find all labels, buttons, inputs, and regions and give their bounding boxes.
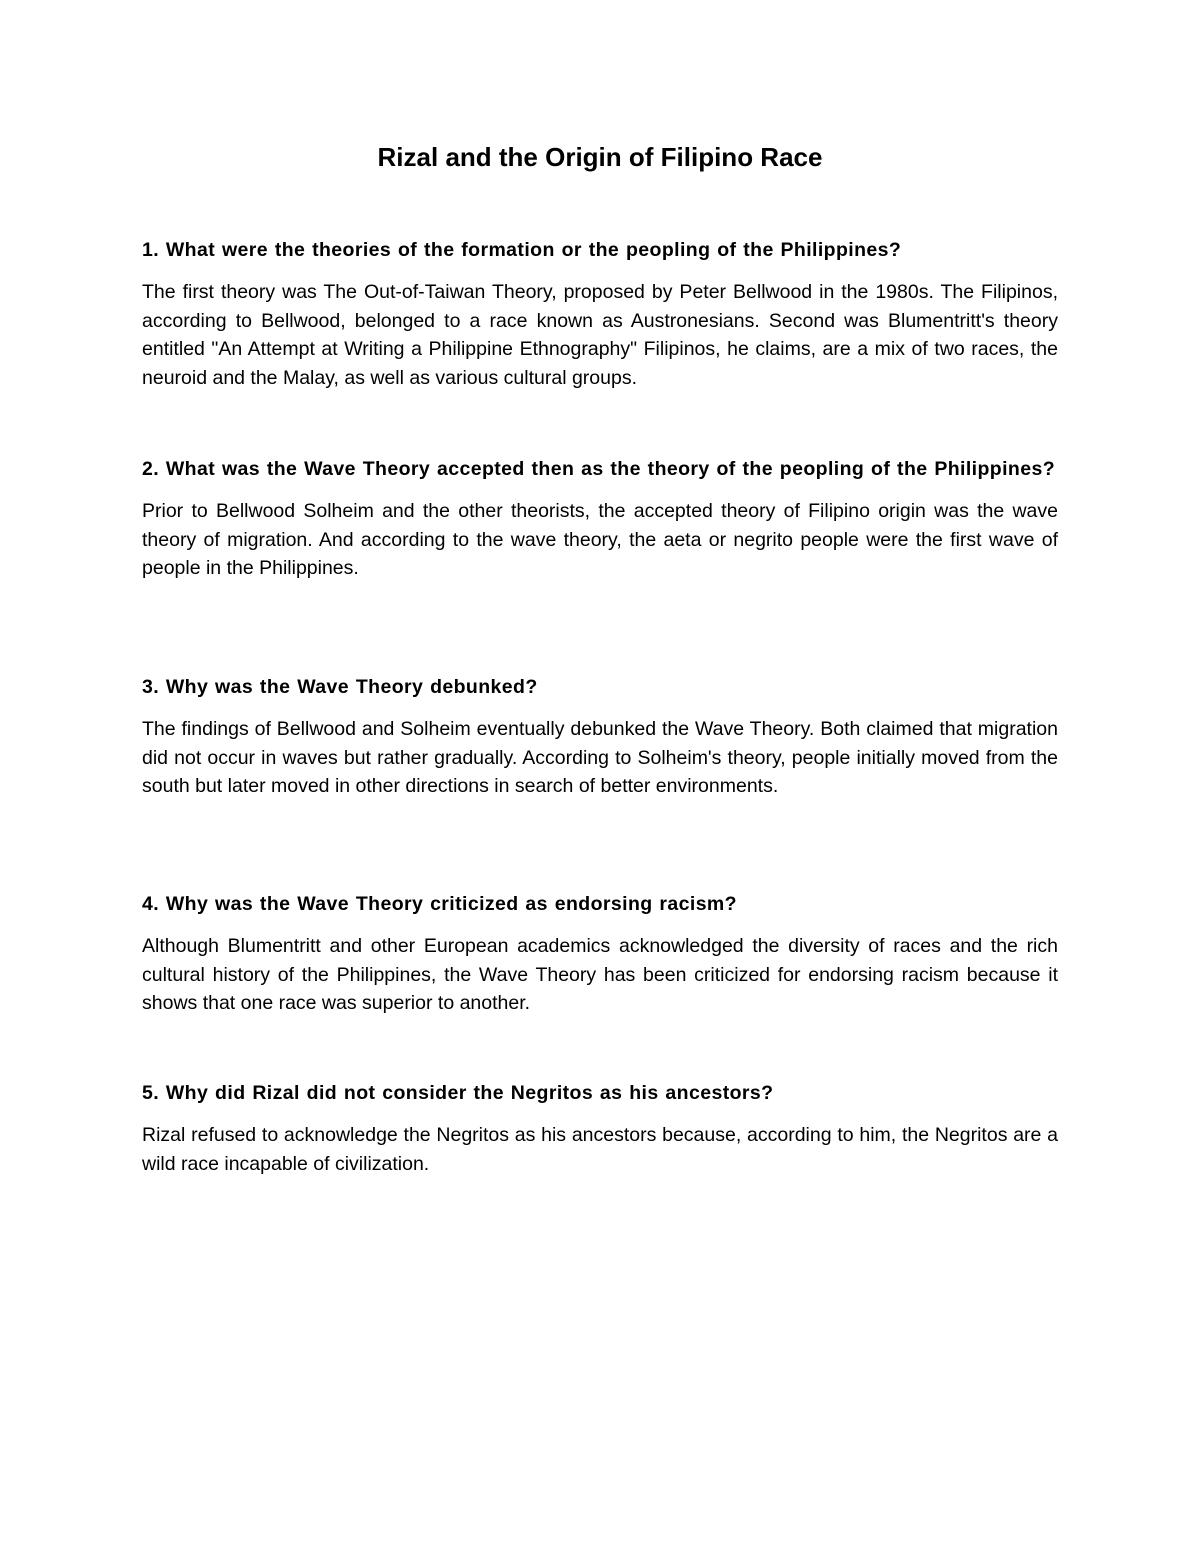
answer-paragraph: Although Blumentritt and other European academics acknowledged the diversity of races and the rich cultural history of the Philippines, the Wave Theory has been criticized for endorsing racism because it shows that one race was superior to another. [142, 935, 1058, 1014]
question-heading: 5. Why did Rizal did not consider the Negritos as his ancestors? [142, 1082, 774, 1104]
question-heading: 1. What were the theories of the formation or the peopling of the Philippines? [142, 239, 902, 261]
qa-item [142, 673, 1058, 801]
question-heading: 3. Why was the Wave Theory debunked? [142, 676, 538, 698]
qa-item [142, 1079, 1058, 1178]
qa-item [142, 455, 1058, 583]
answer-paragraph: Rizal refused to acknowledge the Negritos as his ancestors because, according to him, the Negritos are a wild race incapable of civilization. [142, 1124, 1058, 1175]
document-title: Rizal and the Origin of Filipino Race [377, 142, 823, 172]
answer-paragraph: The findings of Bellwood and Solheim eventually debunked the Wave Theory. Both claimed that migration did not occur in waves but rather gradually. According to Solheim's theory, people initially moved from the south but later moved in other directions in search of better environments. [142, 718, 1058, 797]
qa-item [142, 236, 1058, 392]
answer-paragraph: The first theory was The Out-of-Taiwan Theory, proposed by Peter Bellwood in the 1980s. The Filipinos, according to Bellwood, belonged to a race known as Austronesians. Second was Blumentritt's theory entitled "An Attempt at Writing a Philippine Ethnography" Filipinos, he claims, are a mix of two races, the neuroid and the Malay, as well as various cultural groups. [142, 281, 1058, 389]
qa-item [142, 890, 1058, 1018]
question-heading: 2. What was the Wave Theory accepted then as the theory of the peopling of the Philippines? [142, 458, 1056, 480]
answer-paragraph: Prior to Bellwood Solheim and the other theorists, the accepted theory of Filipino origin was the wave theory of migration. And according to the wave theory, the aeta or negrito people were the first wave of people in the Philippines. [142, 500, 1058, 579]
question-heading: 4. Why was the Wave Theory criticized as endorsing racism? [142, 893, 737, 915]
